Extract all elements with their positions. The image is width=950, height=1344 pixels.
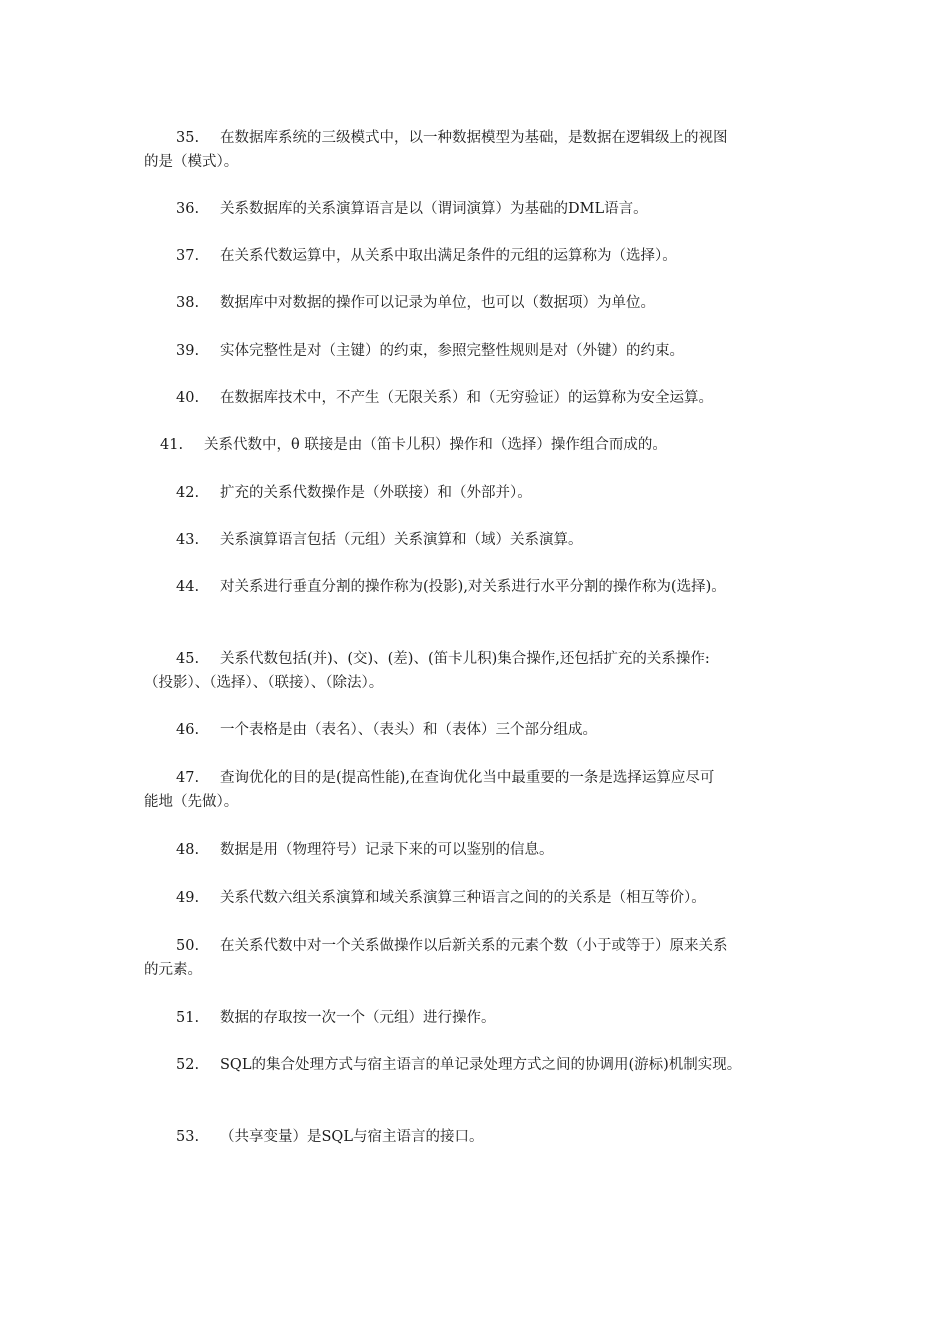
item-text: 关系代数包括(并)、(交)、(差)、(笛卡儿积)集合操作,还包括扩充的关系操作:	[220, 651, 710, 667]
item-text-continued: （投影）、（选择）、（联接）、（除法）。	[144, 675, 384, 691]
list-item	[144, 339, 824, 363]
list-item	[144, 934, 824, 982]
item-text: 在数据库系统的三级模式中，以一种数据模型为基础，是数据在逻辑级上的视图	[220, 130, 728, 146]
item-number: 51.	[176, 1010, 200, 1026]
list-item	[144, 1006, 824, 1030]
item-text: 在关系代数中对一个关系做操作以后新关系的元素个数（小于或等于）原来关系	[220, 938, 728, 954]
list-item	[144, 647, 824, 695]
item-text: 关系数据库的关系演算语言是以（谓词演算）为基础的DML语言。	[220, 201, 648, 217]
item-text: 关系代数中，θ 联接是由（笛卡儿积）操作和（选择）操作组合而成的。	[204, 437, 667, 453]
item-text-continued: 的元素。	[144, 962, 202, 978]
list-item	[144, 838, 824, 862]
item-number: 44.	[176, 579, 200, 595]
item-number: 42.	[176, 485, 200, 501]
list-item	[144, 481, 824, 505]
item-text: 数据库中对数据的操作可以记录为单位，也可以（数据项）为单位。	[220, 295, 655, 311]
item-number: 36.	[176, 201, 200, 217]
list-item	[144, 766, 824, 814]
item-text: 查询优化的目的是(提高性能),在查询优化当中最重要的一条是选择运算应尽可	[220, 770, 715, 786]
item-text: 在数据库技术中，不产生（无限关系）和（无穷验证）的运算称为安全运算。	[220, 390, 713, 406]
item-text: 数据是用（物理符号）记录下来的可以鉴别的信息。	[220, 842, 554, 858]
item-number: 47.	[176, 770, 200, 786]
item-number: 43.	[176, 532, 200, 548]
item-number: 46.	[176, 722, 200, 738]
item-number: 45.	[176, 651, 200, 667]
item-text: 数据的存取按一次一个（元组）进行操作。	[220, 1010, 496, 1026]
list-item	[144, 386, 824, 410]
item-text: SQL的集合处理方式与宿主语言的单记录处理方式之间的协调用(游标)机制实现。	[220, 1057, 742, 1073]
list-item	[144, 575, 824, 599]
item-number: 38.	[176, 295, 200, 311]
item-number: 37.	[176, 248, 200, 264]
item-text-continued: 的是（模式）。	[144, 154, 239, 170]
item-number: 35.	[176, 130, 200, 146]
item-number: 39.	[176, 343, 200, 359]
item-number: 53.	[176, 1129, 200, 1145]
list-item	[144, 1053, 824, 1077]
item-text: 在关系代数运算中，从关系中取出满足条件的元组的运算称为（选择）。	[220, 248, 677, 264]
list-item	[144, 244, 824, 268]
item-number: 48.	[176, 842, 200, 858]
item-text: （共享变量）是SQL与宿主语言的接口。	[220, 1129, 484, 1145]
item-number: 49.	[176, 890, 200, 906]
item-text: 扩充的关系代数操作是（外联接）和（外部并）。	[220, 485, 532, 501]
item-text-continued: 能地（先做）。	[144, 794, 239, 810]
list-item	[144, 291, 824, 315]
list-item	[144, 1125, 824, 1149]
list-item	[144, 197, 824, 221]
item-text: 关系代数六组关系演算和域关系演算三种语言之间的的关系是（相互等价）。	[220, 890, 706, 906]
item-text: 关系演算语言包括（元组）关系演算和（域）关系演算。	[220, 532, 583, 548]
list-item	[144, 718, 824, 742]
item-text: 实体完整性是对（主键）的约束，参照完整性规则是对（外键）的约束。	[220, 343, 684, 359]
list-item	[144, 126, 824, 174]
item-number: 41.	[160, 437, 184, 453]
list-item	[144, 886, 824, 910]
item-number: 50.	[176, 938, 200, 954]
item-text: 对关系进行垂直分割的操作称为(投影),对关系进行水平分割的操作称为(选择)。	[220, 579, 726, 595]
item-number: 40.	[176, 390, 200, 406]
item-number: 52.	[176, 1057, 200, 1073]
list-item	[144, 433, 824, 457]
list-item	[144, 528, 824, 552]
item-text: 一个表格是由（表名）、（表头）和（表体）三个部分组成。	[220, 722, 597, 738]
